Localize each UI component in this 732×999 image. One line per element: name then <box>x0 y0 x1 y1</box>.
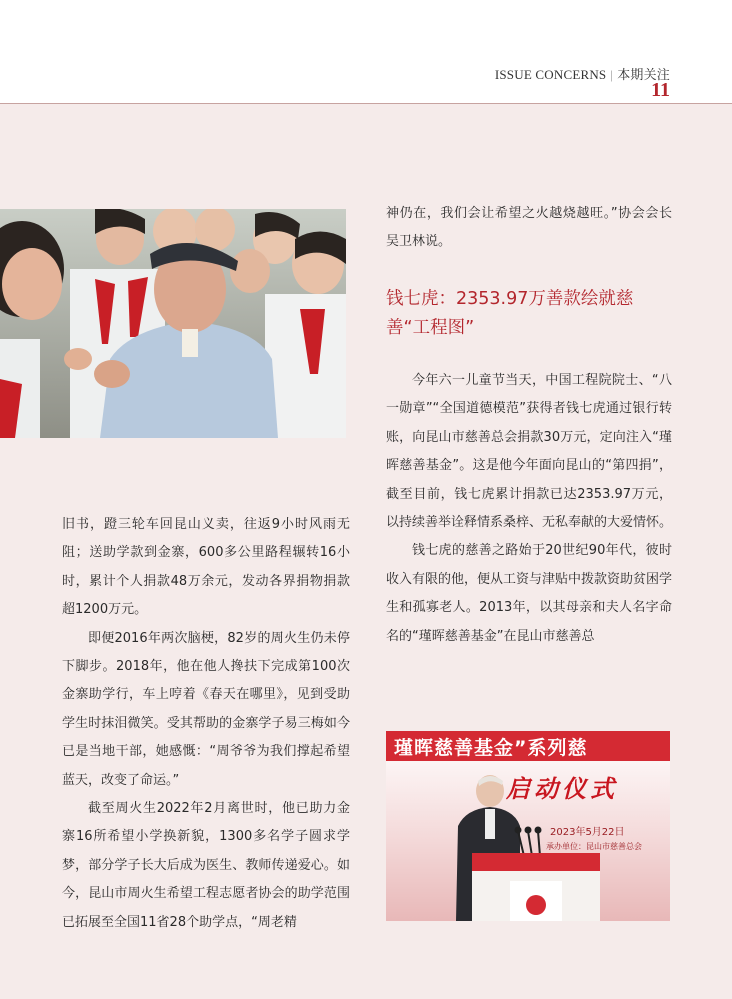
photo-launch-ceremony <box>386 731 670 921</box>
section-heading: 钱七虎：2353.97万善款绘就慈善“工程图” <box>386 289 634 338</box>
right-column-body <box>386 367 672 651</box>
right-column-continuation <box>386 200 672 257</box>
section-label <box>495 64 670 83</box>
banner-title: 瑾晖慈善基金”系列慈 <box>394 737 588 759</box>
body-paragraph: 钱七虎的慈善之路始于20世纪90年代，彼时收入有限的他，便从工资与津贴中拨款资助贫困学生和孤寡老人。2013年，以其母亲和夫人名字命名的“瑾晖慈善基金”在昆山市慈善总 <box>386 543 673 644</box>
section-label-cn: 本期关注 <box>617 67 670 82</box>
continuation-paragraph: 神仍在，我们会让希望之火越烧越旺。”协会会长吴卫林说。 <box>386 206 672 250</box>
header-rule <box>0 103 732 104</box>
section-label-separator: | <box>610 67 614 82</box>
left-column-body <box>62 511 350 937</box>
banner-date: 2023年5月22日 <box>550 827 625 838</box>
photo-elder-with-children <box>0 209 346 438</box>
photo-elder-with-children-image <box>0 209 346 438</box>
banner-subtitle: 启动仪式 <box>506 774 618 803</box>
body-paragraph: 即便2016年两次脑梗，82岁的周火生仍未停下脚步。2018年，他在他人搀扶下完成第100次金寨助学行，车上哼着《春天在哪里》，见到受助学生时抹泪微笑。受其帮助的金寨学子易三梅如今已是当地干部，她感慨：“周爷爷为我们撑起希望蓝天，改变了命运。” <box>62 630 350 788</box>
body-paragraph: 今年六一儿童节当天，中国工程院院士、“八一勋章”“全国道德模范”获得者钱七虎通过银行转账，向昆山市慈善总会捐款30万元，定向注入“瑾晖慈善基金”。这是他今年面向昆山的“第四捐”，截至目前，钱七虎累计捐款已达2353.97万元，以持续善举诠释情系桑梓、无私奉献的大爱情怀。 <box>386 373 673 531</box>
body-paragraph: 截至周火生2022年2月离世时，他已助力金寨16所希望小学换新貌，1300多名学子圆求学梦，部分学子长大后成为医生、教师传递爱心。如今，昆山市周火生希望工程志愿者协会的助学范围已拓展至全国11省28个助学点，“周老精 <box>62 801 350 930</box>
body-paragraph: 旧书，蹬三轮车回昆山义卖，往返9小时风雨无阻；送助学款到金寨，600多公里路程辗转16小时，累计个人捐款48万余元，发动各界捐物捐款超1200万元。 <box>62 517 350 618</box>
page-number: 11 <box>651 79 670 101</box>
banner-organizer: 承办单位：昆山市慈善总会 <box>546 842 642 851</box>
section-label-en: ISSUE CONCERNS <box>494 67 607 82</box>
page-header <box>0 0 732 104</box>
